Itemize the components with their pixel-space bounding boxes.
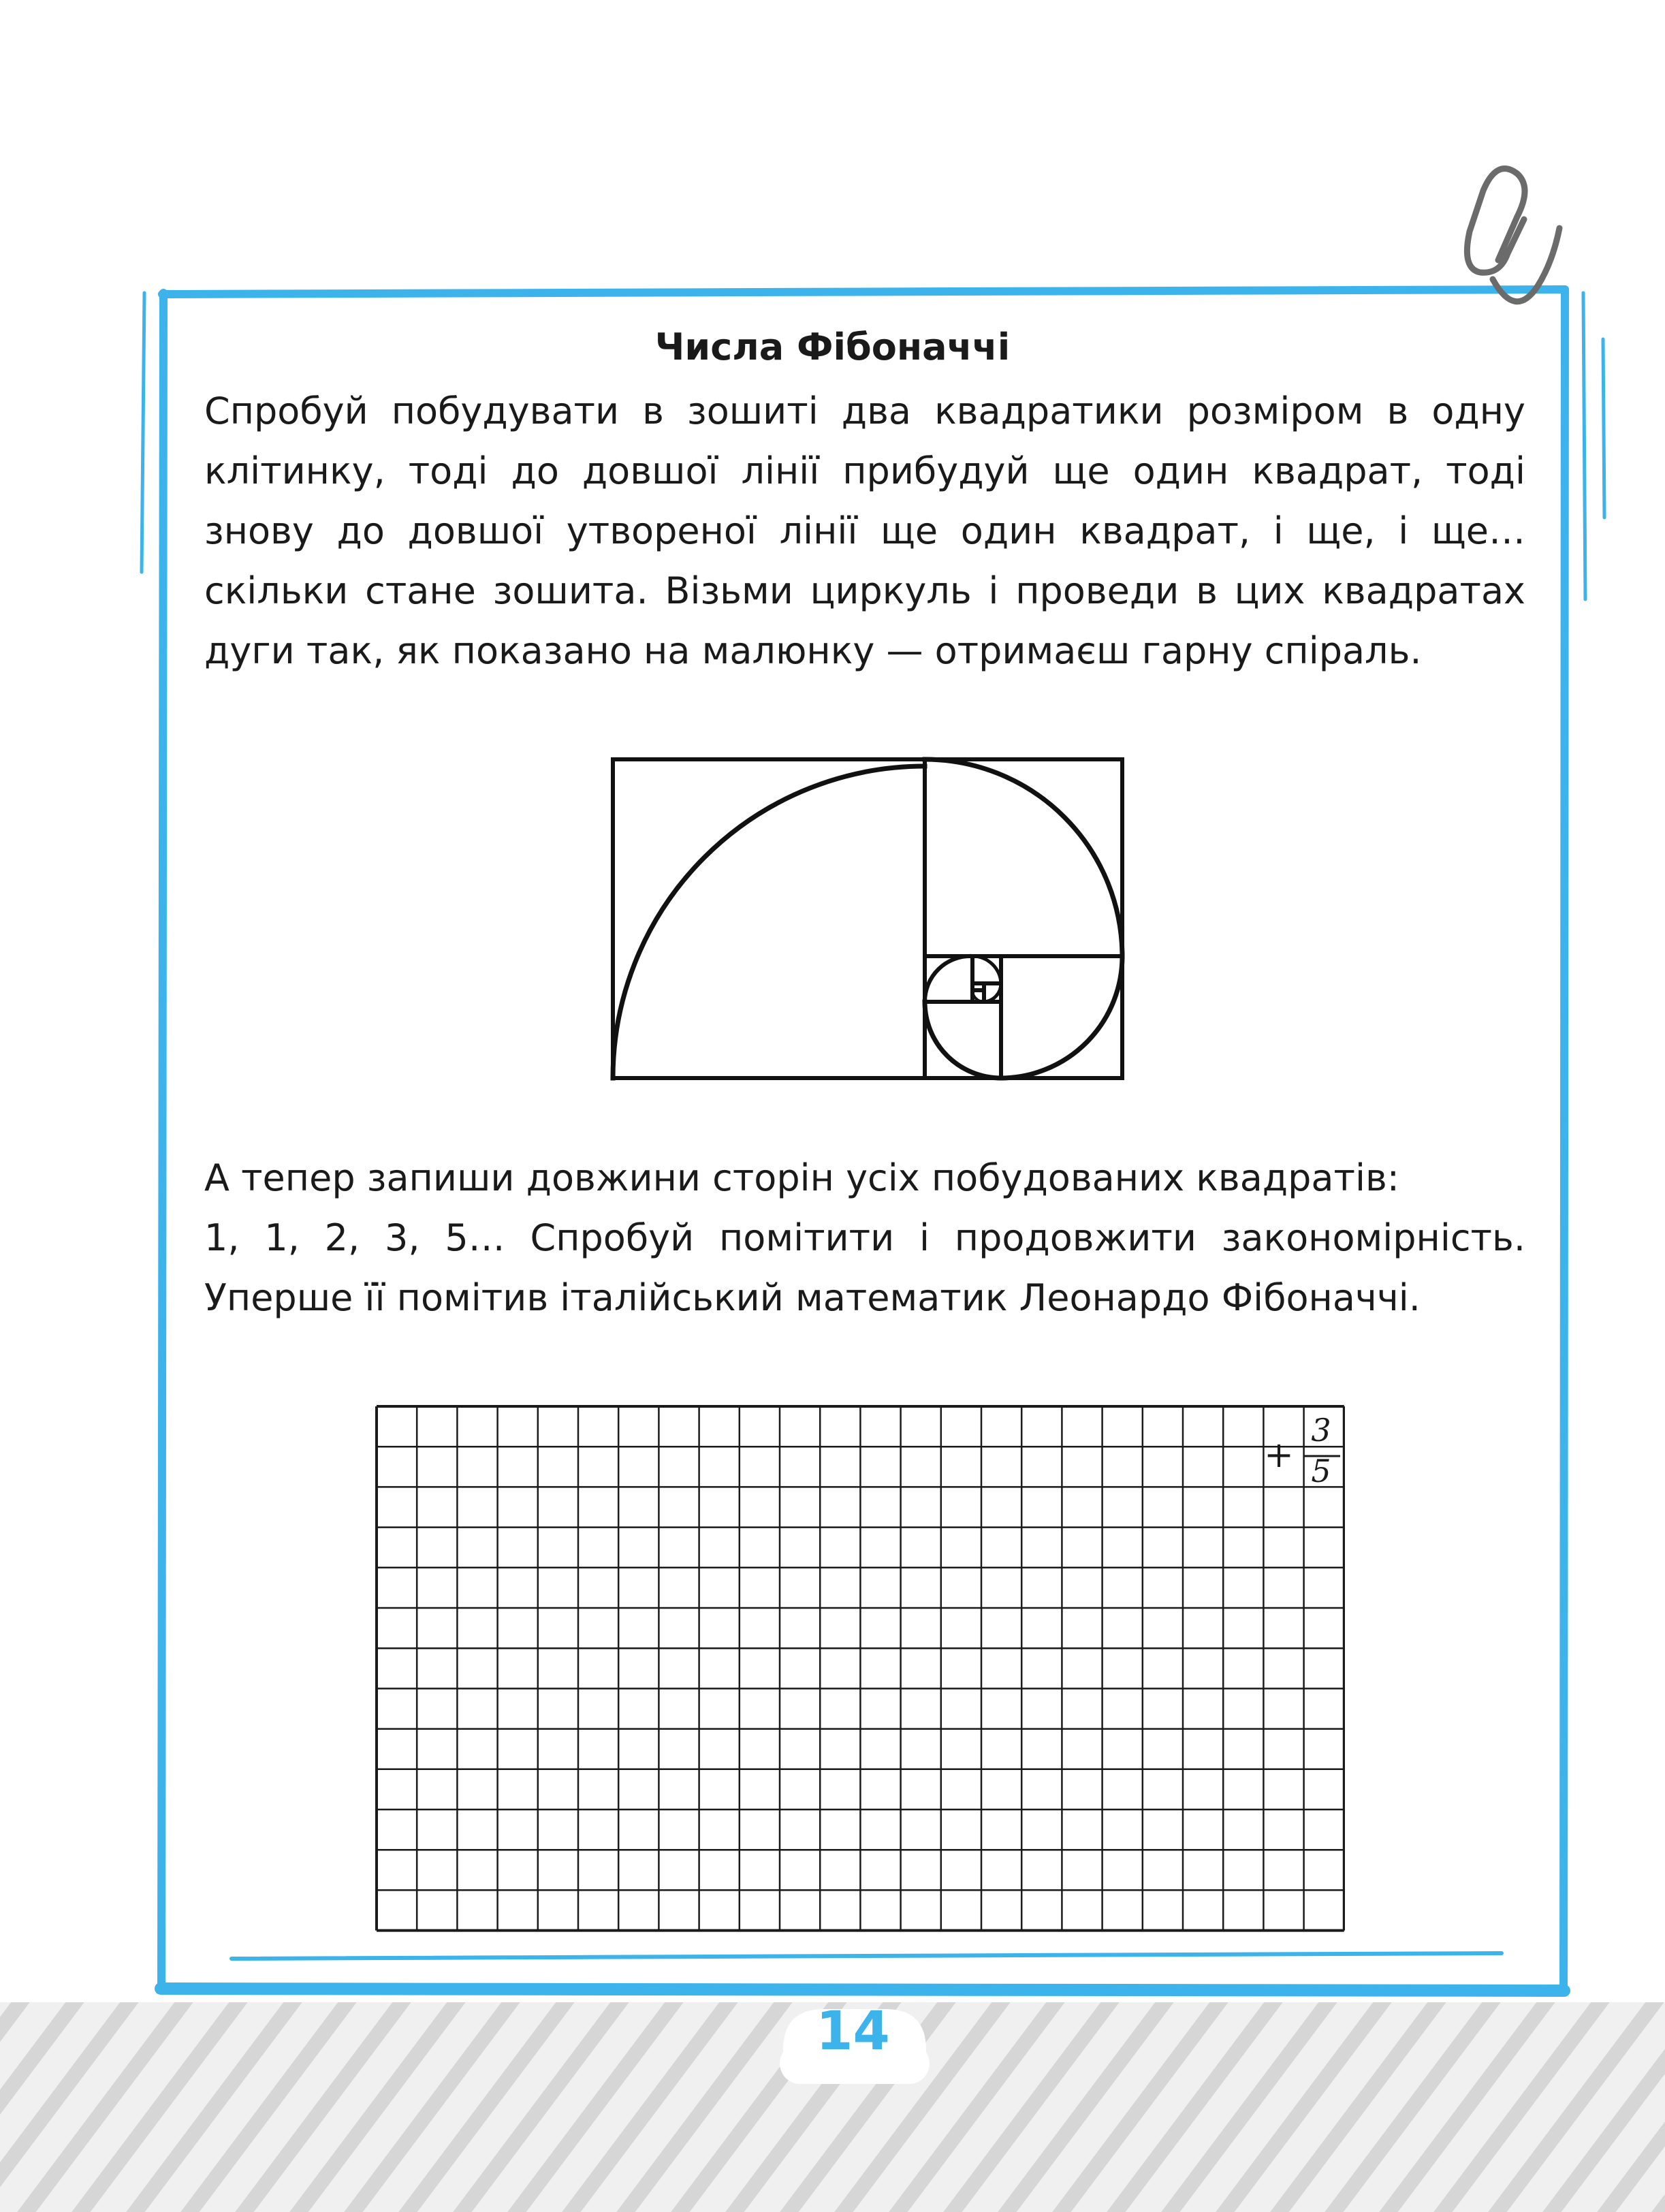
intro-paragraph <box>204 381 1525 681</box>
sequence-intro: А тепер запиши довжини сторін усіх побудованих квадратів: <box>204 1156 1399 1199</box>
page-number: 14 <box>816 2001 890 2062</box>
grid-example-top: 3 <box>1311 1412 1331 1449</box>
fibonacci-spiral-diagram <box>609 756 1127 1090</box>
grid-example-bottom: 5 <box>1311 1453 1331 1489</box>
grid-example-plus: + <box>1264 1435 1294 1476</box>
paperclip-icon <box>1467 169 1559 302</box>
intro-text: Спробуй побудувати в зошиті два квадратики розміром в одну клітинку, тоді до довшої лінії прибудуй ще один квадрат, тоді знову до довшої утвореної лінії ще один квадрат, і ще, і ще… скільки стане зошита. Візьми циркуль і проведи в цих квадратах дуги так, як показано на малюнку — отримаєш гарну спіраль. <box>204 390 1525 672</box>
page-title: Числа Фібоначчі <box>654 326 1011 368</box>
grid-worksheet[interactable] <box>375 1404 1345 1936</box>
sequence-paragraph <box>204 1148 1525 1328</box>
sequence-text: 1, 1, 2, 3, 5… Спробуй помітити і продовжити закономірність. Уперше її помітив італійський математик Леонардо Фібоначчі. <box>204 1216 1525 1319</box>
